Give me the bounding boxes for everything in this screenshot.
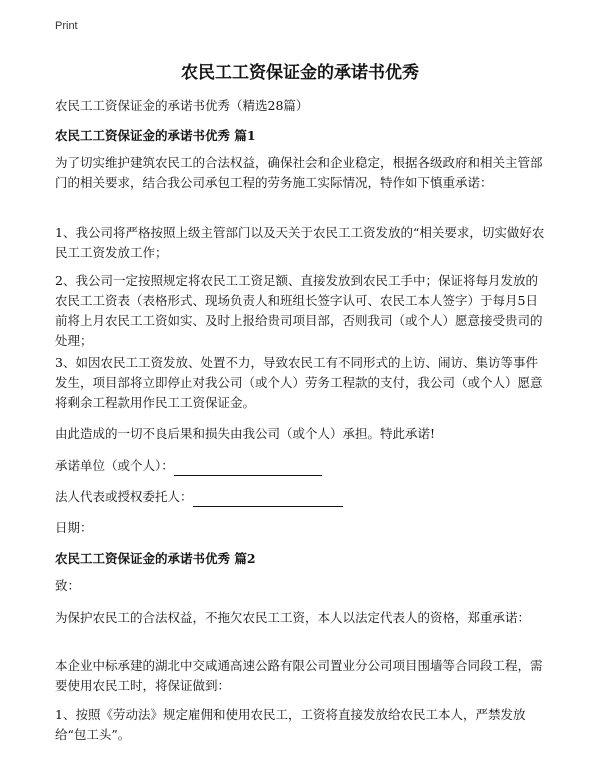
rep-signature-line	[193, 506, 343, 507]
section2-paragraph-1: 为保护农民工的合法权益，不拖欠农民工工资，本人以法定代表人的资格，郑重承诺：	[55, 610, 531, 625]
page-title: 农民工工资保证金的承诺书优秀	[181, 63, 419, 83]
subtitle: 农民工工资保证金的承诺书优秀（精选28篇）	[55, 98, 309, 113]
section2-paragraph-3: 1、按照《劳动法》规定雇佣和使用农民工，工资将直接发放给农民工本人，严禁发放给“包工头”。	[55, 707, 526, 742]
date-label: 日期：	[55, 520, 93, 535]
section2-to: 致：	[55, 578, 81, 593]
section1-paragraph-4: 3、如因农民工工资发放、处置不力，导致农民工有不同形式的上访、闹访、集访等事件发生，项目部将立即停止对我公司（或个人）劳务工程款的支付，我公司（或个人）愿意将剩余工程款用作民工工资保证金。	[55, 355, 543, 410]
unit-label: 承诺单位（或个人）：	[55, 458, 174, 473]
unit-signature-row	[55, 456, 550, 476]
unit-signature-line	[174, 475, 322, 476]
section1-paragraph-1: 为了切实维护建筑农民工的合法权益，确保社会和企业稳定，根据各级政府和相关主管部门的相关要求，结合我公司承包工程的劳务施工实际情况，特作如下慎重承诺：	[55, 155, 543, 190]
rep-label: 法人代表或授权委托人：	[55, 489, 193, 504]
rep-signature-row	[55, 487, 550, 507]
section2-paragraph-2: 本企业中标承建的湖北中交咸通高速公路有限公司置业分公司项目围墙等合同段工程，需要使用农民工时，将保证做到：	[55, 658, 543, 693]
print-link[interactable]: Print	[55, 20, 78, 32]
section1-paragraph-5: 由此造成的一切不良后果和损失由我公司（或个人）承担。特此承诺!	[55, 426, 436, 441]
section1-paragraph-3: 2、我公司一定按照规定将农民工工资足额、直接发放到农民工手中；保证将每月发放的农民工工资表（表格形式、现场负责人和班组长签字认可、农民工本人签字）于每月5日前将上月农民工工资如实、及时上报给贵司项目部，否则我司（或个人）愿意接受贵司的处理；	[55, 273, 543, 348]
section1-paragraph-2: 1、我公司将严格按照上级主管部门以及天关于农民工工资发放的“相关要求，切实做好农民工工资发放工作；	[55, 225, 545, 260]
section2-heading: 农民工工资保证金的承诺书优秀 篇2	[55, 551, 256, 566]
section1-heading: 农民工工资保证金的承诺书优秀 篇1	[55, 128, 256, 143]
